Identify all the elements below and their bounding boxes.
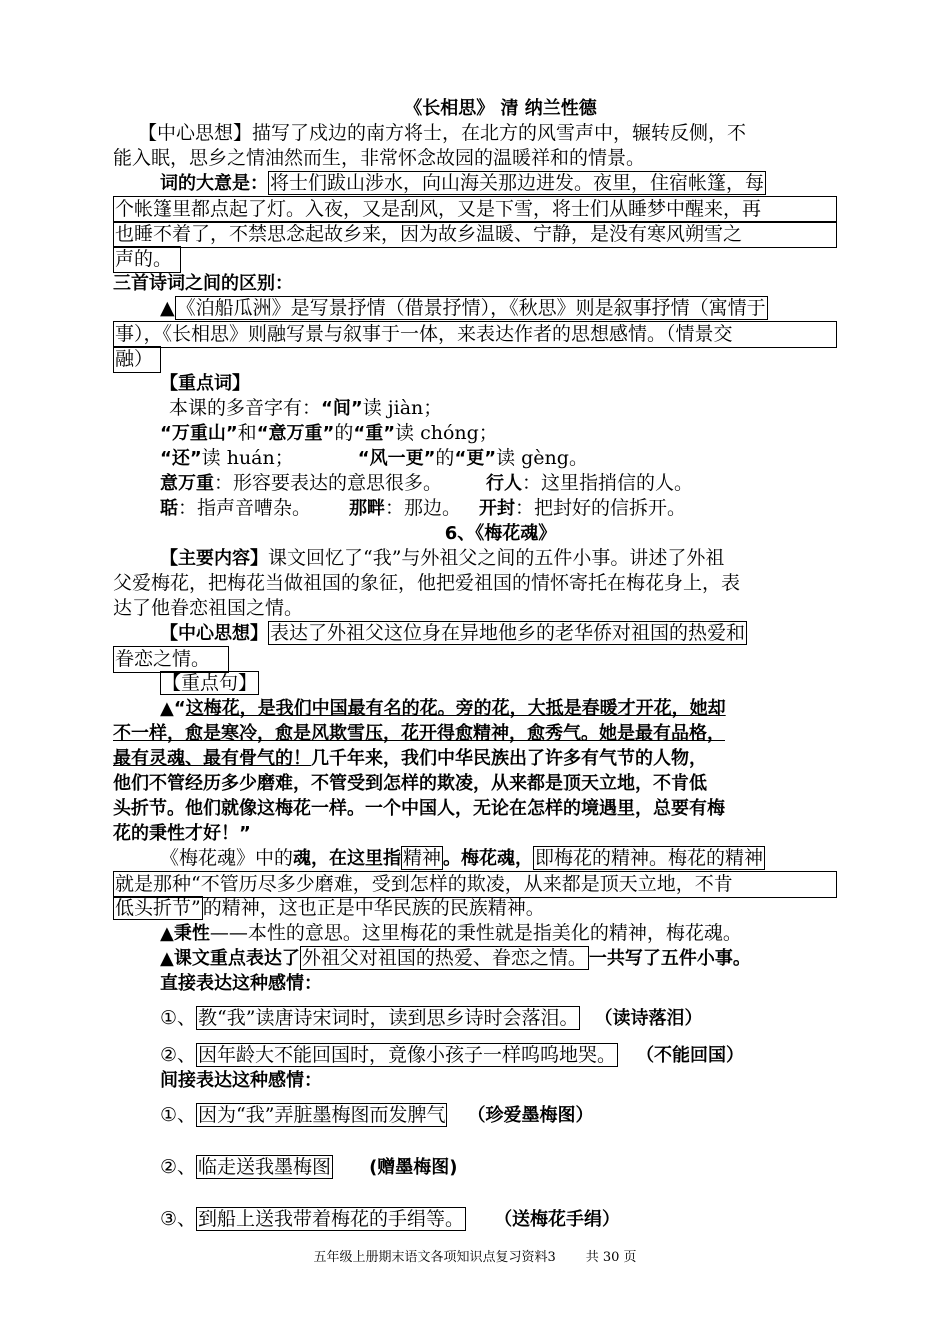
- quote-line-1: [113, 696, 838, 721]
- char-geng: “更”: [454, 448, 497, 469]
- center-thought-2-box-2: 眷恋之情。: [113, 646, 229, 673]
- soul-text-3: 的精神，这也正是中华民族的民族精神。: [202, 897, 545, 919]
- def-gua: ：指声音嘈杂。: [178, 497, 312, 519]
- word-yiwanzhong: “意万重”: [256, 423, 335, 444]
- reading-geng: 读 gèng。: [496, 447, 588, 469]
- poem-title: 《长相思》 清 纳兰性德: [404, 98, 597, 119]
- indirect-num-2: ②、: [160, 1156, 197, 1178]
- center-thought-2-box: 表达了外祖父这位身在异地他乡的老华侨对祖国的热爱和: [270, 622, 746, 644]
- main-content-line-3: 达了他眷恋祖国之情。: [113, 597, 304, 619]
- center-thought-label: 【中心思想】: [138, 122, 253, 144]
- direct-box-1: 教“我”读唐诗宋词时，读到思乡诗时会落泪。: [198, 1007, 579, 1029]
- def-napan: ：那边。: [385, 497, 462, 519]
- difference-label: 三首诗词之间的区别：: [113, 273, 293, 294]
- word-wanzhongshan: “万重山”: [160, 423, 238, 444]
- polyphone-line-1: [113, 396, 838, 421]
- quote-open: ▲“: [160, 698, 186, 719]
- lesson-title: 6、《梅花魂》: [444, 523, 557, 544]
- quote-text-4: 他们不管经历多少磨难，不管受到怎样的欺凌，从来都是顶天立地，不肯低: [113, 773, 707, 794]
- word-fengyigeng: “风一更”: [357, 448, 436, 469]
- def-yiwanzhong: ：形容要表达的意思很多。: [214, 472, 443, 494]
- indirect-item-1: [113, 1103, 838, 1128]
- nature-def: ——本性的意思。这里梅花的秉性就是指美化的精神，梅花魂。: [209, 922, 742, 944]
- quote-text-3a: 最有灵魂、最有骨气的！: [113, 748, 311, 769]
- center-thought-text: 描写了戍边的南方将士，在北方的风雪声中，辗转反侧，不: [252, 122, 747, 144]
- meaning-box-3: 也睡不着了，不禁思念起故乡来，因为故乡温暖、宁静，是没有寒风朔雪之: [113, 221, 837, 248]
- conj-he: 和: [237, 422, 257, 444]
- emphasis-line: [113, 946, 838, 971]
- particle-de-2: 的: [435, 447, 455, 469]
- quote-text-1: 这梅花，是我们中国最有名的花。旁的花，大抵是春暖才开花，她却: [185, 698, 726, 719]
- indirect-box-1: 因为“我”弄脏墨梅图而发脾气: [198, 1104, 446, 1126]
- quote-text-6: 花的秉性才好！”: [113, 823, 251, 844]
- def-xingren: ：这里指捎信的人。: [522, 472, 694, 494]
- reading-huan: 读 huán；: [201, 447, 294, 469]
- nature-line: [113, 921, 838, 946]
- indirect-box-2: 临走送我墨梅图: [198, 1156, 332, 1178]
- difference-line-1: [113, 296, 838, 321]
- soul-box-spirit: 精神: [403, 847, 442, 869]
- soul-box-2: 就是那种“不管历尽多少磨难，受到怎样的欺凌，从来都是顶天立地，不肯: [113, 871, 837, 898]
- polyphone-intro: 本课的多音字有：: [169, 397, 322, 419]
- footer-text: 五年级上册期末语文各项知识点复习资料: [313, 1250, 548, 1265]
- center-thought-text-2: 能入眠，思乡之情油然而生，非常怀念故园的温暖祥和的情景。: [113, 147, 646, 169]
- indirect-num-3: ③、: [160, 1208, 197, 1230]
- document-page: [113, 96, 838, 1232]
- indirect-item-3: [113, 1207, 838, 1232]
- emphasis-box: 外祖父对祖国的热爱、眷恋之情。: [301, 947, 587, 969]
- def-kaifeng: ：把封好的信拆开。: [515, 497, 687, 519]
- term-napan: 那畔: [349, 498, 386, 519]
- direct-box-2: 因年龄大不能回国时，竟像小孩子一样呜呜地哭。: [198, 1044, 617, 1066]
- meaning-box-2: 个帐篷里都点起了灯。入夜，又是刮风，又是下雪，将士们从睡梦中醒来，再: [113, 196, 837, 223]
- direct-label: 直接表达这种感情：: [160, 973, 322, 994]
- main-content-line-2: 父爱梅花，把梅花当做祖国的象征，他把爱祖国的情怀寄托在梅花身上，表: [113, 572, 741, 594]
- reading-jian: 读 jiàn；: [362, 397, 443, 419]
- indirect-tag-2: (赠墨梅图): [369, 1157, 458, 1178]
- center-thought-2-label: 【中心思想】: [160, 623, 268, 644]
- indirect-label: 间接表达这种感情：: [160, 1070, 322, 1091]
- term-yiwanzhong: 意万重: [160, 473, 214, 494]
- direct-tag-1: （读诗落泪）: [594, 1008, 703, 1029]
- center-thought-1: [113, 121, 838, 146]
- char-huan: “还”: [160, 448, 202, 469]
- nature-term: ▲秉性: [160, 923, 210, 944]
- soul-bold-2: 。梅花魂，: [443, 848, 534, 869]
- soul-bold-1: 魂，在这里指: [293, 848, 402, 869]
- reading-zhong: 读 chóng；: [395, 422, 498, 444]
- term-gua: 聒: [160, 498, 178, 519]
- quote-text-2: 不一样，愈是寒冷，愈是风欺雪压，花开得愈精神，愈秀气。她是最有品格，: [113, 723, 725, 744]
- meaning-label: 词的大意是：: [160, 173, 268, 194]
- main-content-line-1: [113, 546, 838, 571]
- quote-text-3b: 几千年来，我们中华民族出了许多有气节的人物，: [311, 748, 707, 769]
- polyphone-line-3: [113, 446, 838, 471]
- indirect-tag-3: （送梅花手绢）: [494, 1209, 621, 1230]
- definition-line-2: [113, 496, 838, 521]
- difference-box-1: 《泊船瓜洲》是写景抒情（借景抒情），《秋思》则是叙事抒情（寓情于: [176, 297, 766, 319]
- soul-box-1: 即梅花的精神。梅花的精神: [535, 847, 764, 869]
- meaning-box-1: 将士们跋山涉水，向山海关那边进发。夜里，住宿帐篷，每: [270, 172, 765, 194]
- difference-box-2: 事），《长相思》则融写景与叙事于一体，来表达作者的思想感情。（情景交: [113, 321, 837, 348]
- indirect-tag-1: （珍爱墨梅图）: [467, 1105, 594, 1126]
- difference-box-3: 融）: [113, 346, 161, 373]
- direct-tag-2: （不能回国）: [636, 1045, 745, 1066]
- emphasis-post: 一共写了五件小事。: [588, 948, 751, 969]
- char-jian: “间”: [321, 398, 363, 419]
- key-words-label: 【重点词】: [160, 373, 250, 394]
- page-footer: [0, 1246, 950, 1265]
- footer-page-number: 3: [547, 1250, 556, 1265]
- soul-line-1: [113, 846, 838, 871]
- indirect-item-2: [113, 1155, 838, 1180]
- indirect-num-1: ①、: [160, 1104, 197, 1126]
- indirect-box-3: 到船上送我带着梅花的手绢等。: [198, 1208, 465, 1230]
- quote-text-5: 头折节。他们就像这梅花一样。一个中国人，无论在怎样的境遇里，总要有梅: [113, 798, 725, 819]
- triangle-icon: ▲: [160, 297, 175, 319]
- meaning-box-4: 声的。: [113, 246, 181, 273]
- key-sentence-label: 【重点句】: [162, 672, 258, 694]
- direct-item-2: [113, 1043, 838, 1068]
- emphasis-pre: ▲课文重点表达了: [160, 948, 300, 969]
- particle-de: 的: [334, 422, 354, 444]
- polyphone-line-2: [113, 421, 838, 446]
- char-zhong: “重”: [353, 423, 396, 444]
- center-thought-2-line-1: [113, 621, 838, 646]
- key-sentence-label-line: [113, 671, 838, 696]
- main-content-label: 【主要内容】: [160, 548, 268, 569]
- direct-num-1: ①、: [160, 1007, 197, 1029]
- soul-pre: 《梅花魂》中的: [160, 847, 294, 869]
- term-kaifeng: 开封: [479, 498, 516, 519]
- direct-item-1: [113, 1006, 838, 1031]
- meaning-line-1: [113, 171, 838, 196]
- main-content-text: 课文回忆了“我”与外祖父之间的五件小事。讲述了外祖: [268, 547, 725, 569]
- footer-total: 共 30 页: [585, 1250, 637, 1265]
- soul-box-3: 低头折节”: [115, 897, 201, 919]
- term-xingren: 行人: [486, 473, 523, 494]
- definition-line-1: [113, 471, 838, 496]
- direct-num-2: ②、: [160, 1044, 197, 1066]
